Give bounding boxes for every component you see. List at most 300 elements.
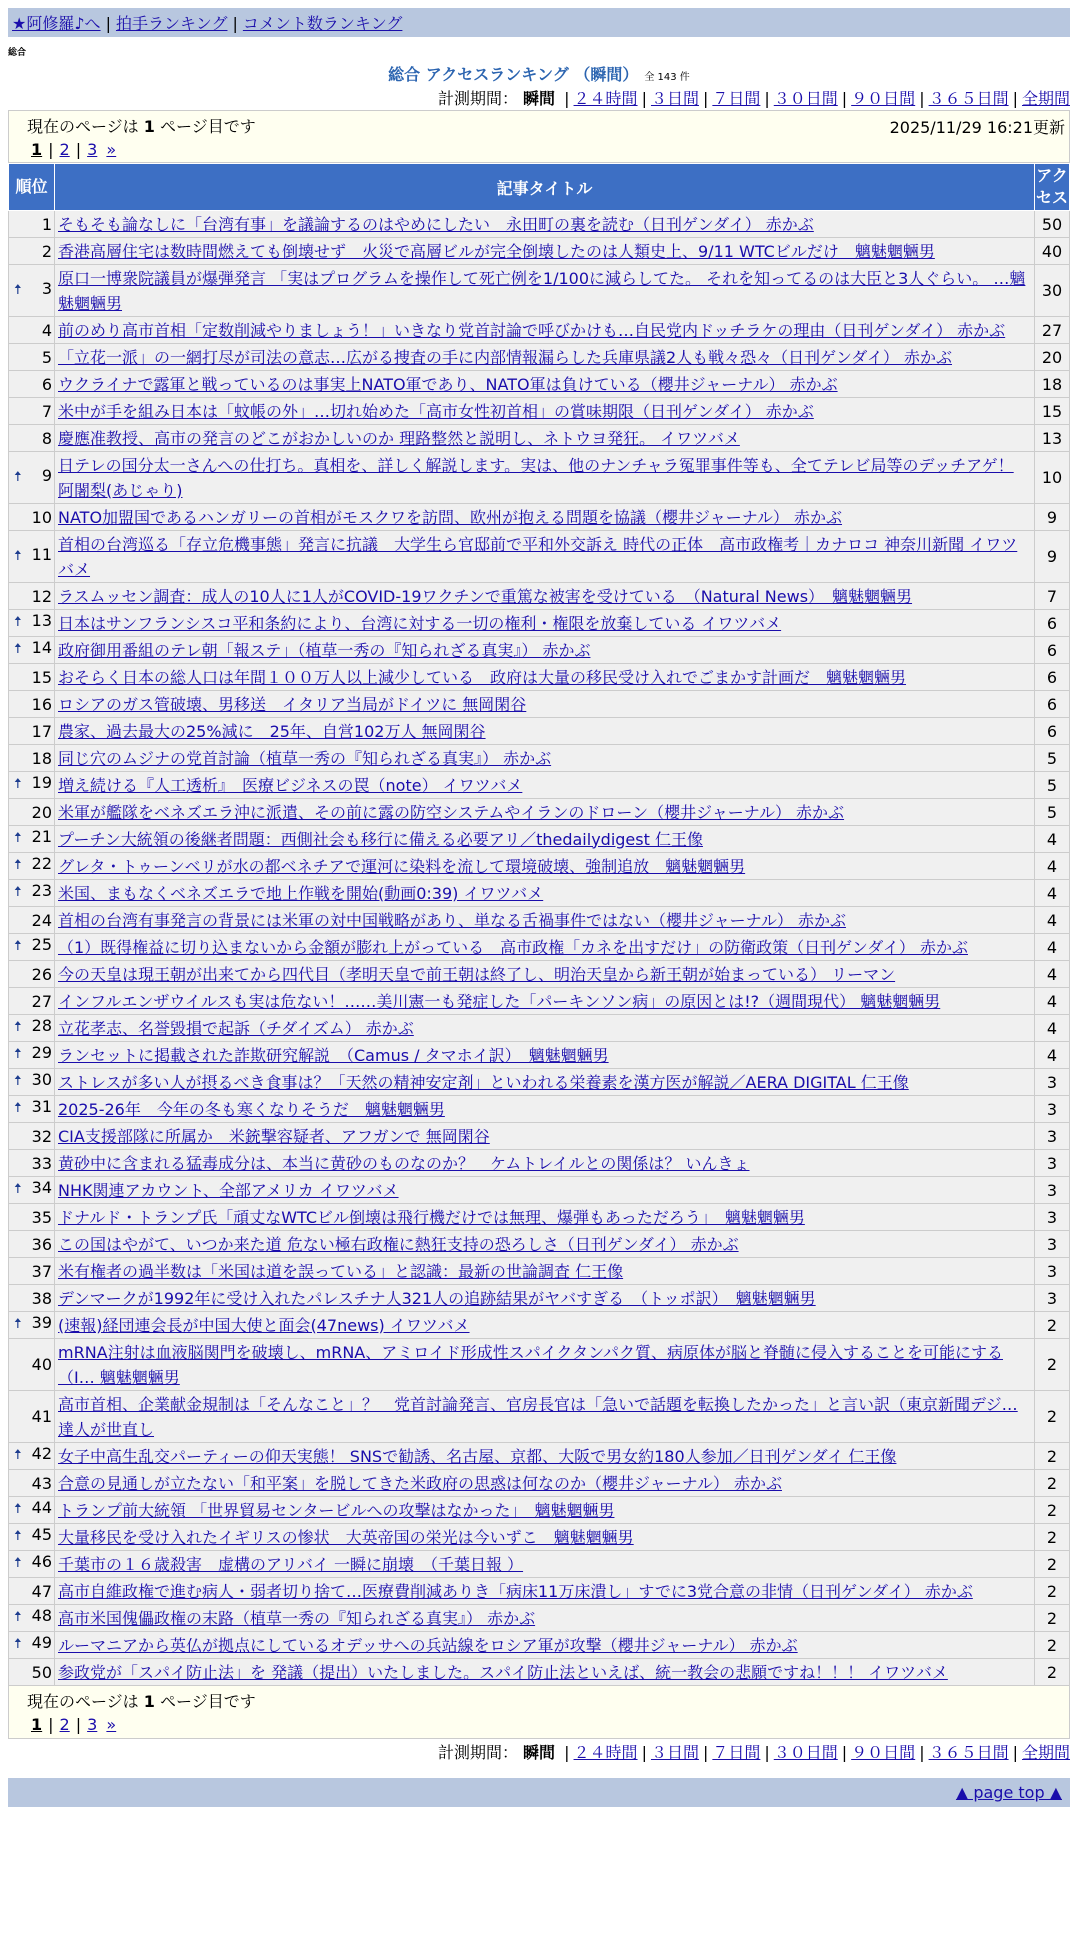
title-cell bbox=[55, 1605, 1035, 1632]
article-title-link[interactable]: インフルエンザウイルスも実は危ない！……美川憲一も発症した「パーキンソン病」の原因とは!?（週間現代） 魑魅魍魎男 bbox=[58, 991, 941, 1011]
rank-cell bbox=[9, 934, 55, 961]
article-title-link[interactable]: 原口一博衆院議員が爆弾発言 「実はプログラムを操作して死亡例を1/100に減らしてた。 それを知ってるのは大臣と3人ぐらい。 …魑魅魍魎男 bbox=[58, 268, 1026, 313]
title-cell bbox=[55, 880, 1035, 907]
period-separator: | bbox=[564, 89, 570, 108]
table-row bbox=[9, 1285, 1070, 1312]
table-row bbox=[9, 745, 1070, 772]
period-current: 瞬間 bbox=[523, 89, 556, 108]
rank-cell bbox=[9, 1497, 55, 1524]
article-title-link[interactable]: プーチン大統領の後継者問題：西側社会も移行に備える必要アリ／thedailydigest 仁王像 bbox=[58, 829, 703, 849]
ranking-title: 総合 アクセスランキング （瞬間） bbox=[388, 65, 639, 84]
article-title-link[interactable]: 参政党が「スパイ防止法」を 発議（提出）いたしました。スパイ防止法といえば、統一教会の悲願ですね！！！ イワツバメ bbox=[58, 1662, 948, 1682]
rank-number: 42 bbox=[31, 1444, 52, 1463]
article-title-link[interactable]: NHK関連アカウント、全部アメリカ イワツバメ bbox=[58, 1180, 399, 1200]
period-separator: | bbox=[919, 1743, 925, 1762]
top-nav-bar bbox=[8, 8, 1070, 37]
title-cell bbox=[55, 504, 1035, 531]
access-count: 3 bbox=[1035, 1285, 1070, 1312]
rank-number: 37 bbox=[31, 1261, 52, 1281]
rank-number: 21 bbox=[31, 827, 52, 846]
article-title-link[interactable]: 前のめり高市首相「定数削減やりましょう！」いきなり党首討論で呼びかけも…自民党内ドッチラケの理由（日刊ゲンダイ） 赤かぶ bbox=[58, 320, 1006, 340]
rank-number: 33 bbox=[31, 1153, 52, 1173]
rank-up-arrow-icon: 🠅 bbox=[14, 857, 22, 873]
article-title-link[interactable]: この国はやがて、いつか来た道 危ない極右政権に熱狂支持の恐ろしさ（日刊ゲンダイ） 赤かぶ bbox=[58, 1234, 739, 1254]
article-title-link[interactable]: 合意の見通しが立たない「和平案」を脱してきた米政府の思惑は何なのか（櫻井ジャーナル） 赤かぶ bbox=[58, 1473, 782, 1493]
rank-cell bbox=[9, 504, 55, 531]
access-count: 7 bbox=[1035, 583, 1070, 610]
article-title-link[interactable]: 首相の台湾巡る「存立危機事態」発言に抗議 大学生ら官邸前で平和外交訴え 時代の正体 高市政権考｜カナロコ 神奈川新聞 イワツバメ bbox=[58, 534, 1018, 579]
title-cell bbox=[55, 238, 1035, 265]
update-timestamp: 2025/11/29 16:21更新 bbox=[889, 118, 1065, 137]
title-cell bbox=[55, 1204, 1035, 1231]
period-link-3[interactable]: ３０日間 bbox=[773, 89, 838, 108]
table-row bbox=[9, 664, 1070, 691]
access-count: 30 bbox=[1035, 265, 1070, 317]
page-number: 1 bbox=[143, 1692, 155, 1711]
rank-number: 45 bbox=[31, 1525, 52, 1544]
pager-separator: | bbox=[48, 140, 54, 159]
rank-cell bbox=[9, 1632, 55, 1659]
table-row bbox=[9, 1551, 1070, 1578]
title-cell bbox=[55, 1578, 1035, 1605]
access-count: 3 bbox=[1035, 1231, 1070, 1258]
access-count: 3 bbox=[1035, 1258, 1070, 1285]
rank-number: 50 bbox=[31, 1662, 52, 1682]
rank-cell bbox=[9, 1069, 55, 1096]
title-cell bbox=[55, 583, 1035, 610]
access-count: 2 bbox=[1035, 1391, 1070, 1443]
table-row bbox=[9, 934, 1070, 961]
article-title-link[interactable]: 高市米国傀儡政権の末路（植草一秀の『知られざる真実』） 赤かぶ bbox=[58, 1608, 536, 1628]
table-row bbox=[9, 317, 1070, 344]
article-title-link[interactable]: トランプ前大統領 「世界貿易センタービルへの攻撃はなかった」 魑魅魍魎男 bbox=[58, 1500, 615, 1520]
article-title-link[interactable]: （1）既得権益に切り込まないから金額が膨れ上がっている 高市政権「カネを出すだけ」の防衛政策（日刊ゲンダイ） 赤かぶ bbox=[58, 937, 968, 957]
access-count: 4 bbox=[1035, 988, 1070, 1015]
access-count: 9 bbox=[1035, 531, 1070, 583]
rank-number: 6 bbox=[41, 374, 52, 394]
period-link-0[interactable]: ２４時間 bbox=[573, 1743, 638, 1762]
title-cell bbox=[55, 637, 1035, 664]
access-count: 4 bbox=[1035, 853, 1070, 880]
period-current: 瞬間 bbox=[523, 1743, 556, 1762]
pager-link-3[interactable]: 3 bbox=[87, 140, 98, 159]
table-row bbox=[9, 344, 1070, 371]
table-row bbox=[9, 211, 1070, 238]
article-title-link[interactable]: グレタ・トゥーンベリが水の都ベネチアで運河に染料を流して環境破壊、強制追放 魑魅魍魎男 bbox=[58, 856, 746, 876]
rank-number: 27 bbox=[31, 991, 52, 1011]
table-row bbox=[9, 1497, 1070, 1524]
rank-number: 8 bbox=[41, 428, 52, 448]
article-title-link[interactable]: 慶應准教授、高市の発言のどこがおかしいのか 理路整然と説明し、ネトウヨ発狂。 イワツバメ bbox=[58, 428, 740, 448]
article-title-link[interactable]: 首相の台湾有事発言の背景には米軍の対中国戦略があり、単なる舌禍事件ではない（櫻井ジャーナル） 赤かぶ bbox=[58, 910, 846, 930]
pager-next-link[interactable]: » bbox=[106, 1715, 117, 1734]
table-row bbox=[9, 1578, 1070, 1605]
pager-next-link[interactable]: » bbox=[106, 140, 117, 159]
rank-number: 25 bbox=[31, 935, 52, 954]
table-row bbox=[9, 961, 1070, 988]
rank-cell bbox=[9, 1258, 55, 1285]
rank-cell bbox=[9, 745, 55, 772]
article-title-link[interactable]: (速報)経団連会長が中国大使と面会(47news) イワツバメ bbox=[58, 1315, 470, 1335]
rank-up-arrow-icon: 🠅 bbox=[14, 1046, 22, 1062]
article-title-link[interactable]: 米国、まもなくベネズエラで地上作戦を開始(動画0:39) イワツバメ bbox=[58, 883, 544, 903]
period-link-4[interactable]: ９０日間 bbox=[851, 1743, 916, 1762]
access-count: 4 bbox=[1035, 1042, 1070, 1069]
rank-header: 順位 bbox=[9, 164, 55, 211]
rank-number: 17 bbox=[31, 721, 52, 741]
access-count: 6 bbox=[1035, 664, 1070, 691]
rank-cell bbox=[9, 637, 55, 664]
article-title-link[interactable]: 米中が手を組み日本は「蚊帳の外」…切れ始めた「高市女性初首相」の賞味期限（日刊ゲンダイ） 赤かぶ bbox=[58, 401, 814, 421]
rank-number: 16 bbox=[31, 694, 52, 714]
access-count: 5 bbox=[1035, 745, 1070, 772]
rank-up-arrow-icon: 🠅 bbox=[14, 1181, 22, 1197]
rank-up-arrow-icon: 🠅 bbox=[14, 468, 22, 485]
period-link-1[interactable]: ３日間 bbox=[650, 1743, 699, 1762]
table-row bbox=[9, 1042, 1070, 1069]
title-cell bbox=[55, 934, 1035, 961]
article-title-link[interactable]: NATO加盟国であるハンガリーの首相がモスクワを訪問、欧州が抱える問題を協議（櫻井ジャーナル） 赤かぶ bbox=[58, 507, 843, 527]
rank-cell bbox=[9, 907, 55, 934]
period-label: 計測期間： bbox=[437, 1743, 518, 1762]
pager bbox=[27, 1715, 1059, 1734]
period-selector-top bbox=[438, 86, 1070, 109]
table-row bbox=[9, 1339, 1070, 1391]
page-suffix: ページ目です bbox=[160, 117, 256, 136]
access-count: 2 bbox=[1035, 1605, 1070, 1632]
table-row bbox=[9, 853, 1070, 880]
period-link-6[interactable]: 全期間 bbox=[1021, 1743, 1070, 1762]
article-title-link[interactable]: そもそも論なしに「台湾有事」を議論するのはやめにしたい 永田町の裏を読む（日刊ゲンダイ） 赤かぶ bbox=[58, 214, 814, 234]
rank-cell bbox=[9, 1551, 55, 1578]
title-cell bbox=[55, 1339, 1035, 1391]
title-cell bbox=[55, 1470, 1035, 1497]
period-link-5[interactable]: ３６５日間 bbox=[928, 89, 1009, 108]
access-count: 3 bbox=[1035, 1204, 1070, 1231]
rank-cell bbox=[9, 853, 55, 880]
table-row bbox=[9, 425, 1070, 452]
rank-cell bbox=[9, 531, 55, 583]
page-prefix: 現在のページは bbox=[27, 117, 139, 136]
article-title-link[interactable]: 香港高層住宅は数時間燃えても倒壊せず 火災で高層ビルが完全倒壊したのは人類史上、9/11 WTCビルだけ 魑魅魍魎男 bbox=[58, 241, 935, 261]
article-title-link[interactable]: ラスムッセン調査：成人の10人に1人がCOVID-19ワクチンで重篤な被害を受けている （Natural News） 魑魅魍魎男 bbox=[58, 586, 913, 606]
article-title-link[interactable]: ロシアのガス管破壊、男移送 イタリア当局がドイツに 無岡閑谷 bbox=[58, 694, 527, 714]
title-cell bbox=[55, 1497, 1035, 1524]
rank-cell bbox=[9, 1150, 55, 1177]
access-count: 4 bbox=[1035, 907, 1070, 934]
rank-cell bbox=[9, 1177, 55, 1204]
table-row bbox=[9, 988, 1070, 1015]
article-title-link[interactable]: デンマークが1992年に受け入れたパレスチナ人321人の追跡結果がヤバすぎる （トッポ訳） 魑魅魍魎男 bbox=[58, 1288, 816, 1308]
pager-link-2[interactable]: 2 bbox=[59, 140, 70, 159]
rank-up-arrow-icon: 🠅 bbox=[14, 1019, 22, 1035]
table-row bbox=[9, 452, 1070, 504]
ranking-table bbox=[8, 163, 1070, 1686]
table-row bbox=[9, 1096, 1070, 1123]
period-link-3[interactable]: ３０日間 bbox=[773, 1743, 838, 1762]
access-header: アクセス bbox=[1035, 164, 1070, 211]
rank-up-arrow-icon: 🠅 bbox=[14, 1636, 22, 1652]
rank-number: 29 bbox=[31, 1043, 52, 1062]
article-title-link[interactable]: 増え続ける『人工透析』 医療ビジネスの罠（note） イワツバメ bbox=[58, 775, 523, 795]
rank-cell bbox=[9, 1391, 55, 1443]
title-cell bbox=[55, 1069, 1035, 1096]
title-cell bbox=[55, 265, 1035, 317]
rank-number: 13 bbox=[31, 611, 52, 630]
access-count: 3 bbox=[1035, 1096, 1070, 1123]
rank-cell bbox=[9, 1042, 55, 1069]
rank-cell bbox=[9, 344, 55, 371]
access-count: 2 bbox=[1035, 1470, 1070, 1497]
table-row bbox=[9, 718, 1070, 745]
article-title-link[interactable]: 大量移民を受け入れたイギリスの惨状 大英帝国の栄光は今いずこ 魑魅魍魎男 bbox=[58, 1527, 634, 1547]
article-title-link[interactable]: おそらく日本の総人口は年間１００万人以上減少している 政府は大量の移民受け入れでごまかす計画だ 魑魅魍魎男 bbox=[58, 667, 907, 687]
rank-up-arrow-icon: 🠅 bbox=[14, 1316, 22, 1332]
title-cell bbox=[55, 371, 1035, 398]
title-cell bbox=[55, 211, 1035, 238]
period-link-1[interactable]: ３日間 bbox=[650, 89, 699, 108]
title-cell bbox=[55, 610, 1035, 637]
rank-cell bbox=[9, 718, 55, 745]
pager-link-3[interactable]: 3 bbox=[87, 1715, 98, 1734]
title-cell bbox=[55, 664, 1035, 691]
table-row bbox=[9, 1069, 1070, 1096]
article-title-link[interactable]: ランセットに掲載された詐欺研究解説 （Camus / タマホイ訳） 魑魅魍魎男 bbox=[58, 1045, 609, 1065]
period-separator: | bbox=[1012, 1743, 1018, 1762]
article-title-link[interactable]: 高市首相、企業献金規制は「そんなこと」？ 党首討論発言、官房長官は「急いで話題を転換したかった」と言い訳（東京新聞デジ… 達人が世直し bbox=[58, 1394, 1018, 1439]
page-info-top bbox=[8, 110, 1070, 163]
rank-number: 47 bbox=[31, 1581, 52, 1601]
table-row bbox=[9, 1231, 1070, 1258]
rank-up-arrow-icon: 🠅 bbox=[14, 1528, 22, 1544]
title-cell bbox=[55, 1524, 1035, 1551]
period-separator: | bbox=[764, 1743, 770, 1762]
access-count: 6 bbox=[1035, 718, 1070, 745]
article-title-link[interactable]: ドナルド・トランプ氏「頑丈なWTCビル倒壊は飛行機だけでは無理、爆弾もあっただろう」 魑魅魍魎男 bbox=[58, 1207, 805, 1227]
rank-cell bbox=[9, 425, 55, 452]
pager-current: 1 bbox=[31, 1715, 43, 1734]
table-row bbox=[9, 398, 1070, 425]
rank-cell bbox=[9, 1204, 55, 1231]
rank-number: 5 bbox=[41, 347, 52, 367]
period-link-4[interactable]: ９０日間 bbox=[851, 89, 916, 108]
period-separator: | bbox=[841, 1743, 848, 1762]
rank-cell bbox=[9, 238, 55, 265]
table-row bbox=[9, 371, 1070, 398]
item-count: 全 143 件 bbox=[644, 72, 690, 83]
access-count: 4 bbox=[1035, 1015, 1070, 1042]
rank-cell bbox=[9, 398, 55, 425]
rank-cell bbox=[9, 1605, 55, 1632]
period-link-5[interactable]: ３６５日間 bbox=[928, 1743, 1009, 1762]
rank-up-arrow-icon: 🠅 bbox=[14, 641, 22, 657]
title-cell bbox=[55, 691, 1035, 718]
rank-up-arrow-icon: 🠅 bbox=[14, 1100, 22, 1116]
article-title-link[interactable]: 女子中高生乱交パーティーの仰天実態！ SNSで勧誘、名古屋、京都、大阪で男女約180人参加／日刊ゲンダイ 仁王像 bbox=[58, 1446, 897, 1466]
access-count: 10 bbox=[1035, 452, 1070, 504]
rank-cell bbox=[9, 371, 55, 398]
article-title-link[interactable]: 農家、過去最大の25%減に 25年、自営102万人 無岡閑谷 bbox=[58, 721, 486, 741]
title-cell bbox=[55, 317, 1035, 344]
rank-number: 46 bbox=[31, 1552, 52, 1571]
rank-up-arrow-icon: 🠅 bbox=[14, 1609, 22, 1625]
article-title-link[interactable]: 「立花一派」の一網打尽が司法の意志…広がる捜査の手に内部情報漏らした兵庫県議2人も戦々恐々（日刊ゲンダイ） 赤かぶ bbox=[58, 347, 952, 367]
page-number: 1 bbox=[143, 117, 155, 136]
article-title-link[interactable]: 今の天皇は現王朝が出来てから四代目（孝明天皇で前王朝は終了し、明治天皇から新王朝が始まっている） リーマン bbox=[58, 964, 896, 984]
access-count: 2 bbox=[1035, 1551, 1070, 1578]
article-title-link[interactable]: 日テレの国分太一さんへの仕打ち。真相を、詳しく解説します。実は、他のナンチャラ冤罪事件等も、全てテレビ局等のデッチアゲ！ 阿闍梨(あじゃり) bbox=[58, 455, 1014, 500]
rank-number: 22 bbox=[31, 854, 52, 873]
rank-cell bbox=[9, 988, 55, 1015]
article-title-link[interactable]: 2025-26年 今年の冬も寒くなりそうだ 魑魅魍魎男 bbox=[58, 1099, 445, 1119]
access-count: 6 bbox=[1035, 691, 1070, 718]
rank-number: 44 bbox=[31, 1498, 52, 1517]
title-cell bbox=[55, 1177, 1035, 1204]
access-count: 2 bbox=[1035, 1497, 1070, 1524]
table-row bbox=[9, 1150, 1070, 1177]
article-title-link[interactable]: 立花孝志、名誉毀損で起訴（チダイズム） 赤かぶ bbox=[58, 1018, 414, 1038]
rank-up-arrow-icon: 🠅 bbox=[14, 884, 22, 900]
rank-cell bbox=[9, 1123, 55, 1150]
title-cell bbox=[55, 425, 1035, 452]
rank-cell bbox=[9, 1231, 55, 1258]
period-separator: | bbox=[1012, 89, 1018, 108]
access-count: 27 bbox=[1035, 317, 1070, 344]
rank-number: 10 bbox=[31, 507, 52, 527]
article-title-link[interactable]: 高市自維政権で進む病人・弱者切り捨て…医療費削減ありき「病床11万床潰し」すでに3党合意の非情（日刊ゲンダイ） 赤かぶ bbox=[58, 1581, 973, 1601]
rank-number: 11 bbox=[31, 544, 52, 564]
rank-cell bbox=[9, 826, 55, 853]
rank-number: 48 bbox=[31, 1606, 52, 1625]
table-row bbox=[9, 504, 1070, 531]
access-count: 9 bbox=[1035, 504, 1070, 531]
article-title-link[interactable]: 日本はサンフランシスコ平和条約により、台湾に対する一切の権利・権限を放棄している イワツバメ bbox=[58, 613, 782, 633]
access-count: 3 bbox=[1035, 1177, 1070, 1204]
title-cell bbox=[55, 907, 1035, 934]
rank-number: 35 bbox=[31, 1207, 52, 1227]
title-cell bbox=[55, 1391, 1035, 1443]
nav-separator: | bbox=[232, 14, 238, 33]
access-count: 2 bbox=[1035, 1443, 1070, 1470]
ranking-body bbox=[9, 211, 1070, 1686]
period-separator: | bbox=[919, 89, 925, 108]
rank-cell bbox=[9, 1339, 55, 1391]
access-count: 6 bbox=[1035, 610, 1070, 637]
article-title-link[interactable]: 黄砂中に含まれる猛毒成分は、本当に黄砂のものなのか？ ケムトレイルとの関係は？ いんきょ bbox=[58, 1153, 750, 1173]
page-top-link[interactable]: ▲ page top ▲ bbox=[955, 1783, 1062, 1802]
pager-separator: | bbox=[48, 1715, 54, 1734]
pager-link-2[interactable]: 2 bbox=[59, 1715, 70, 1734]
table-row bbox=[9, 799, 1070, 826]
period-label: 計測期間： bbox=[437, 89, 518, 108]
title-cell bbox=[55, 1231, 1035, 1258]
clap-ranking-link[interactable]: 拍手ランキング bbox=[115, 14, 228, 33]
rank-up-arrow-icon: 🠅 bbox=[14, 1447, 22, 1463]
rank-cell bbox=[9, 610, 55, 637]
rank-number: 19 bbox=[31, 773, 52, 792]
title-cell bbox=[55, 1312, 1035, 1339]
rank-cell bbox=[9, 880, 55, 907]
rank-number: 40 bbox=[31, 1355, 52, 1374]
rank-cell bbox=[9, 1524, 55, 1551]
rank-number: 14 bbox=[31, 638, 52, 657]
pager bbox=[27, 140, 1059, 159]
comment-ranking-link[interactable]: コメント数ランキング bbox=[242, 14, 403, 33]
article-title-link[interactable]: 同じ穴のムジナの党首討論（植草一秀の『知られざる真実』） 赤かぶ bbox=[58, 748, 552, 768]
rank-cell bbox=[9, 317, 55, 344]
rank-cell bbox=[9, 772, 55, 799]
title-cell bbox=[55, 826, 1035, 853]
period-link-2[interactable]: ７日間 bbox=[712, 89, 761, 108]
access-count: 2 bbox=[1035, 1312, 1070, 1339]
table-row bbox=[9, 1443, 1070, 1470]
article-title-link[interactable]: 政府御用番組のテレ朝「報ステ」（植草一秀の『知られざる真実』） 赤かぶ bbox=[58, 640, 591, 660]
rank-cell bbox=[9, 1659, 55, 1686]
rank-cell bbox=[9, 211, 55, 238]
period-link-0[interactable]: ２４時間 bbox=[573, 89, 638, 108]
period-separator: | bbox=[564, 1743, 570, 1762]
table-row bbox=[9, 637, 1070, 664]
rank-cell bbox=[9, 961, 55, 988]
rank-up-arrow-icon: 🠅 bbox=[14, 1555, 22, 1571]
access-count: 2 bbox=[1035, 1632, 1070, 1659]
period-separator: | bbox=[641, 89, 647, 108]
home-link[interactable]: ★阿修羅♪へ bbox=[12, 14, 101, 33]
table-row bbox=[9, 1605, 1070, 1632]
rank-number: 39 bbox=[31, 1313, 52, 1332]
access-count: 50 bbox=[1035, 211, 1070, 238]
table-row bbox=[9, 691, 1070, 718]
title-cell bbox=[55, 799, 1035, 826]
title-cell bbox=[55, 1632, 1035, 1659]
rank-cell bbox=[9, 799, 55, 826]
period-link-6[interactable]: 全期間 bbox=[1021, 89, 1070, 108]
article-title-link[interactable]: ストレスが多い人が摂るべき食事は？「天然の精神安定剤」といわれる栄養素を漢方医が解説／AERA DIGITAL 仁王像 bbox=[58, 1072, 909, 1092]
title-cell bbox=[55, 1551, 1035, 1578]
access-count: 3 bbox=[1035, 1150, 1070, 1177]
access-count: 2 bbox=[1035, 1339, 1070, 1391]
rank-up-arrow-icon: 🠅 bbox=[14, 547, 22, 564]
rank-number: 20 bbox=[31, 802, 52, 822]
article-title-link[interactable]: 米軍が艦隊をベネズエラ沖に派遣、その前に露の防空システムやイランのドローン（櫻井ジャーナル） 赤かぶ bbox=[58, 802, 845, 822]
article-title-link[interactable]: ルーマニアから英仏が拠点にしているオデッサへの兵站線をロシア軍が攻撃（櫻井ジャーナル） 赤かぶ bbox=[58, 1635, 798, 1655]
table-row bbox=[9, 1470, 1070, 1497]
article-title-link[interactable]: CIA支援部隊に所属か 米銃撃容疑者、アフガンで 無岡閑谷 bbox=[58, 1126, 490, 1146]
table-row bbox=[9, 880, 1070, 907]
article-title-link[interactable]: mRNA注射は血液脳関門を破壊し、mRNA、アミロイド形成性スパイクタンパク質、病原体が脳と脊髄に侵入することを可能にする（I… 魑魅魍魎男 bbox=[58, 1342, 1003, 1387]
access-count: 2 bbox=[1035, 1578, 1070, 1605]
rank-number: 38 bbox=[31, 1288, 52, 1308]
article-title-link[interactable]: 千葉市の１６歳殺害 虚構のアリバイ 一瞬に崩壊 （千葉日報 ） bbox=[58, 1554, 524, 1574]
access-count: 13 bbox=[1035, 425, 1070, 452]
rank-number: 3 bbox=[41, 278, 52, 298]
rank-number: 31 bbox=[31, 1097, 52, 1116]
title-cell bbox=[55, 452, 1035, 504]
title-cell bbox=[55, 344, 1035, 371]
rank-number: 23 bbox=[31, 881, 52, 900]
table-header-row bbox=[9, 164, 1070, 211]
article-title-link[interactable]: ウクライナで露軍と戦っているのは事実上NATO軍であり、NATO軍は負けている（櫻井ジャーナル） 赤かぶ bbox=[58, 374, 838, 394]
access-count: 6 bbox=[1035, 637, 1070, 664]
table-row bbox=[9, 1524, 1070, 1551]
table-row bbox=[9, 1312, 1070, 1339]
title-cell bbox=[55, 1015, 1035, 1042]
article-title-link[interactable]: 米有権者の過半数は「米国は道を誤っている」と認識：最新の世論調査 仁王像 bbox=[58, 1261, 624, 1281]
title-header: 記事タイトル bbox=[55, 164, 1035, 211]
period-link-2[interactable]: ７日間 bbox=[712, 1743, 761, 1762]
pager-separator: | bbox=[75, 1715, 82, 1734]
title-cell bbox=[55, 745, 1035, 772]
